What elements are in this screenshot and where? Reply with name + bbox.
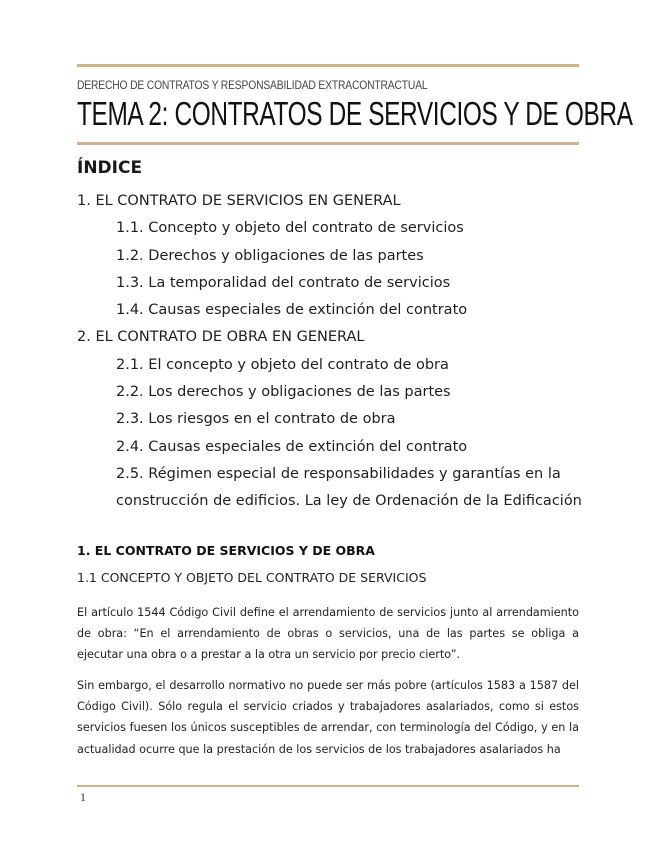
footer-rule bbox=[77, 785, 579, 787]
toc-item: 2. EL CONTRATO DE OBRA EN GENERAL bbox=[77, 329, 365, 346]
toc-item: 1.2. Derechos y obligaciones de las partes bbox=[116, 247, 424, 264]
toc-item: 1.3. La temporalidad del contrato de servicios bbox=[116, 274, 451, 291]
toc-item: 2.1. El concepto y objeto del contrato de obra bbox=[116, 356, 449, 373]
table-of-contents bbox=[0, 188, 655, 516]
toc-item: 1. EL CONTRATO DE SERVICIOS EN GENERAL bbox=[77, 193, 401, 209]
toc-item: 2.4. Causas especiales de extinción del contrato bbox=[116, 438, 468, 455]
section-heading: 1. EL CONTRATO DE SERVICIOS Y DE OBRA bbox=[77, 543, 375, 558]
subsection-heading: 1.1 CONCEPTO Y OBJETO DEL CONTRATO DE SERVICIOS bbox=[77, 570, 427, 585]
header-top-rule bbox=[77, 64, 579, 67]
body-paragraph: Sin embargo, el desarrollo normativo no puede ser más pobre (artículos 1583 a 1587 del Código Civil). Sólo regula el servicio criados y trabajadores asalariados, como si estos servicios fuesen los únicos susceptibles de arrendar, con terminología del Código, y en la actualidad ocurre que la prestación de los servicios de los trabajadores asalariados ha bbox=[77, 679, 579, 756]
toc-item: 2.2. Los derechos y obligaciones de las partes bbox=[116, 384, 451, 401]
toc-item: 1.4. Causas especiales de extinción del contrato bbox=[116, 302, 468, 319]
page-number: 1 bbox=[80, 790, 86, 804]
body-paragraph: El artículo 1544 Código Civil define el arrendamiento de servicios junto al arrendamiento de obra: “En el arrendamiento de obras o servicios, una de las partes se obliga a ejecutar una obra o a prestar a la otra un servicio por precio cierto”. bbox=[77, 606, 579, 662]
index-heading: ÍNDICE bbox=[77, 158, 143, 178]
header-bottom-rule bbox=[77, 142, 579, 145]
toc-item: 2.5. Régimen especial de responsabilidades y garantías en la construcción de edificios. La ley de Ordenación de la Edificación bbox=[116, 465, 582, 510]
course-subject: DERECHO DE CONTRATOS Y RESPONSABILIDAD EXTRACONTRACTUAL bbox=[77, 78, 428, 92]
toc-item: 2.3. Los riesgos en el contrato de obra bbox=[116, 411, 396, 428]
toc-item: 1.1. Concepto y objeto del contrato de servicios bbox=[116, 220, 464, 237]
page-title: TEMA 2: CONTRATOS DE SERVICIOS Y DE OBRA bbox=[77, 95, 633, 132]
